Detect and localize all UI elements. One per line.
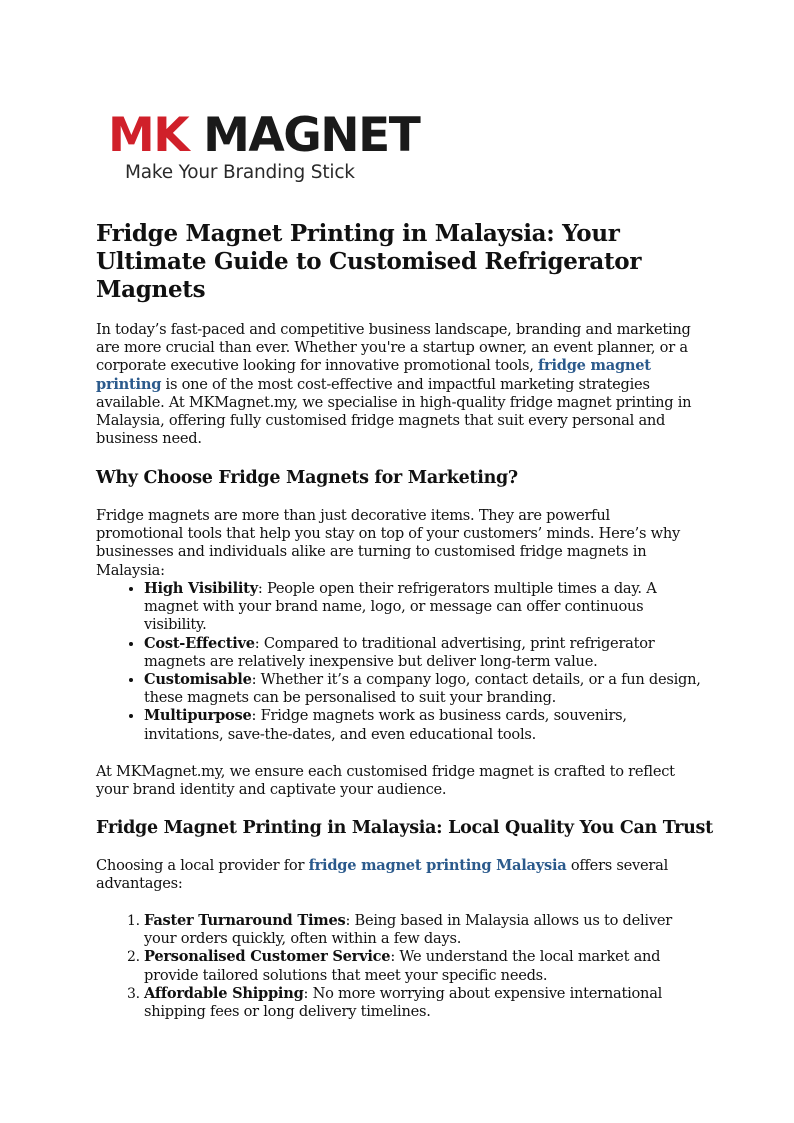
list-item-term: High Visibility	[144, 580, 258, 597]
list-item	[144, 580, 704, 635]
section1-list	[96, 580, 704, 744]
list-item-text: : Compared to traditional advertising, print refrigerator magnets are relatively inexpensive but deliver long-term value.	[144, 634, 655, 670]
section1-closing: At MKMagnet.my, we ensure each customised fridge magnet is crafted to reflect your brand identity and captivate your audience.	[96, 763, 675, 799]
intro-text-before: In today’s fast-paced and competitive business landscape, branding and marketing are more crucial than ever. Whether you're a startup owner, an event planner, or a corporate executive looking for innovative promotional tools,	[96, 321, 691, 375]
list-item	[144, 985, 704, 1021]
intro-text-after: is one of the most cost-effective and impactful marketing strategies available. At MKMagnet.my, we specialise in high-quality fridge magnet printing in Malaysia, offering fully customised fridge magnets that suit every personal and business need.	[96, 375, 692, 448]
page-title: Fridge Magnet Printing in Malaysia: Your Ultimate Guide to Customised Refrigerator Magnets	[96, 220, 642, 303]
list-item-text: : No more worrying about expensive international shipping fees or long delivery timelines.	[144, 984, 663, 1021]
section1-paragraph: Fridge magnets are more than just decorative items. They are powerful promotional tools that help you stay on top of your customers’ minds. Here’s why businesses and individuals alike are turning to customised fridge magnets in Malaysia:	[96, 507, 680, 579]
section2-text-before: Choosing a local provider for	[96, 857, 309, 874]
logo-tagline: Make Your Branding Stick	[125, 162, 355, 183]
section2-link-fridge-magnet-printing-malaysia[interactable]: fridge magnet printing Malaysia	[308, 857, 567, 874]
logo-mk: MK	[108, 108, 189, 163]
list-item-term: Faster Turnaround Times	[144, 912, 346, 929]
section2-intro	[96, 857, 700, 893]
brand-logo	[108, 108, 420, 188]
list-item-term: Customisable	[144, 671, 252, 689]
list-item	[144, 948, 704, 984]
section2-list	[96, 912, 704, 1021]
section1-heading: Why Choose Fridge Magnets for Marketing?	[96, 468, 518, 488]
list-item-term: Personalised Customer Service	[144, 948, 391, 966]
list-item	[144, 912, 704, 948]
intro-link-fridge-magnet-printing[interactable]: fridge magnet printing	[96, 357, 651, 393]
list-item-term: Affordable Shipping	[144, 984, 304, 1002]
list-item-text: : Fridge magnets work as business cards, souvenirs, invitations, save-the-dates, and even educational tools.	[144, 707, 627, 743]
intro-paragraph	[96, 321, 700, 448]
list-item-text: : Being based in Malaysia allows us to deliver your orders quickly, often within a few days.	[144, 912, 672, 948]
section2-heading: Fridge Magnet Printing in Malaysia: Local Quality You Can Trust	[96, 818, 713, 838]
list-item-term: Cost-Effective	[144, 634, 255, 652]
logo-magnet: MAGNET	[203, 108, 420, 163]
list-item	[144, 671, 704, 707]
list-item-text: : We understand the local market and provide tailored solutions that meet your specific needs.	[144, 948, 661, 984]
logo-wordmark	[108, 108, 419, 164]
list-item-text: : Whether it’s a company logo, contact details, or a fun design, these magnets can be personalised to suit your branding.	[144, 671, 701, 707]
list-item-text: : People open their refrigerators multiple times a day. A magnet with your brand name, logo, or message can offer continuous visibility.	[144, 580, 657, 634]
list-item	[144, 635, 704, 671]
list-item	[144, 707, 704, 743]
list-item-term: Multipurpose	[144, 707, 252, 725]
section2-text-after: offers several advantages:	[96, 857, 669, 893]
